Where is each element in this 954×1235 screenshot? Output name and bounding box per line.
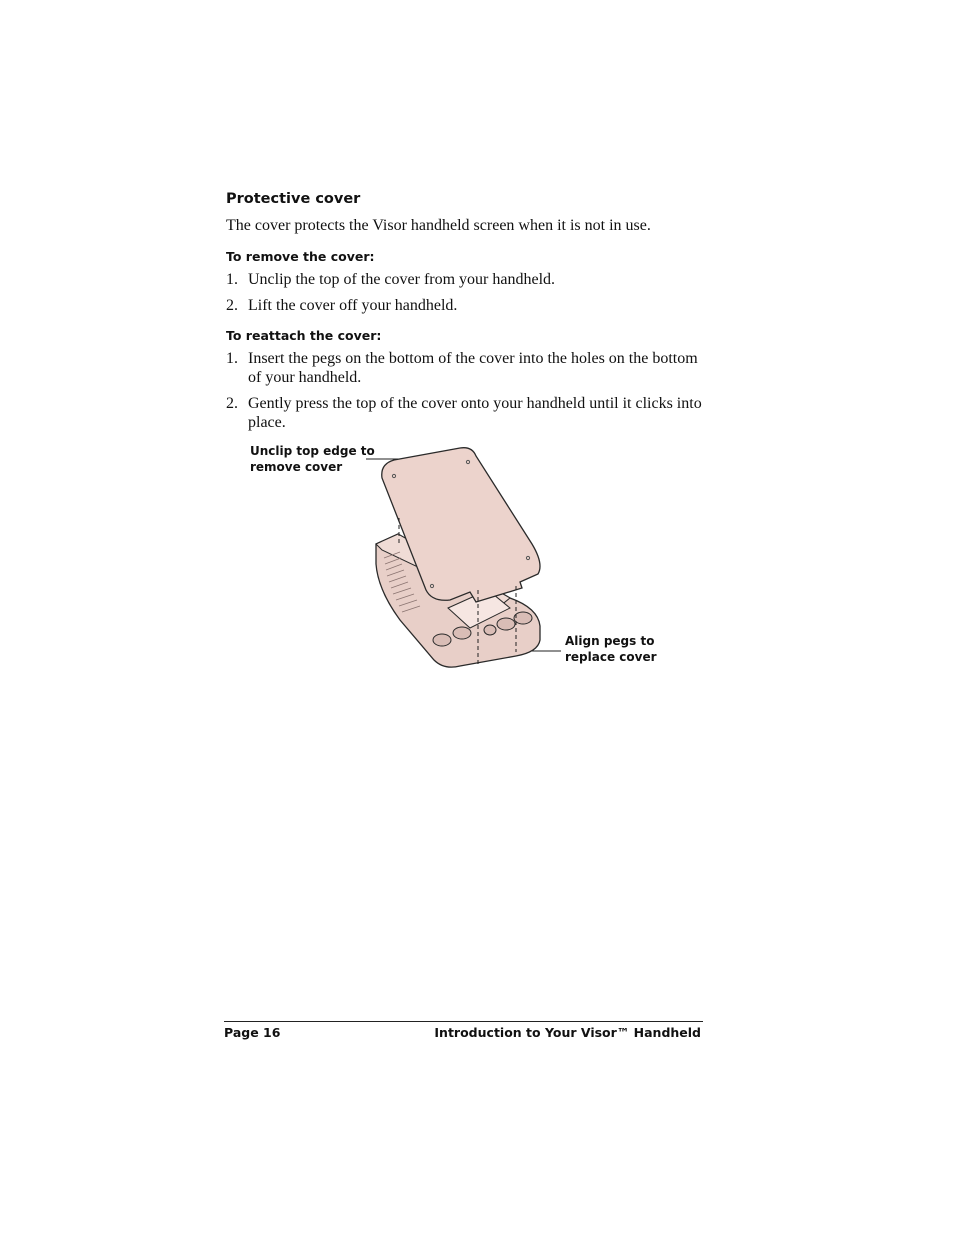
callout-unclip-label: Unclip top edge to remove cover xyxy=(250,444,375,474)
step-number: 1. xyxy=(226,350,238,367)
footer-rule xyxy=(224,1021,703,1022)
reattach-step-2 xyxy=(226,394,706,432)
reattach-step-1 xyxy=(226,349,706,387)
step-number: 1. xyxy=(226,271,238,288)
step-text: Gently press the top of the cover onto your handheld until it clicks into place. xyxy=(248,395,702,431)
step-text: Insert the pegs on the bottom of the cover into the holes on the bottom of your handheld. xyxy=(248,350,698,386)
reattach-procedure-title: To reattach the cover: xyxy=(226,328,382,343)
footer-chapter-title: Introduction to Your Visor™ Handheld xyxy=(434,1025,701,1040)
remove-step-1 xyxy=(226,270,706,289)
step-number: 2. xyxy=(226,297,238,314)
callout-align-label: Align pegs to replace cover xyxy=(565,634,657,664)
handheld-cover-illustration xyxy=(360,440,590,680)
footer-page-number: Page 16 xyxy=(224,1025,281,1040)
intro-paragraph: The cover protects the Visor handheld screen when it is not in use. xyxy=(226,217,651,234)
step-number: 2. xyxy=(226,395,238,412)
step-text: Lift the cover off your handheld. xyxy=(248,297,458,314)
remove-step-2 xyxy=(226,296,706,315)
step-text: Unclip the top of the cover from your handheld. xyxy=(248,271,556,288)
section-title: Protective cover xyxy=(226,191,361,207)
remove-procedure-title: To remove the cover: xyxy=(226,249,375,264)
